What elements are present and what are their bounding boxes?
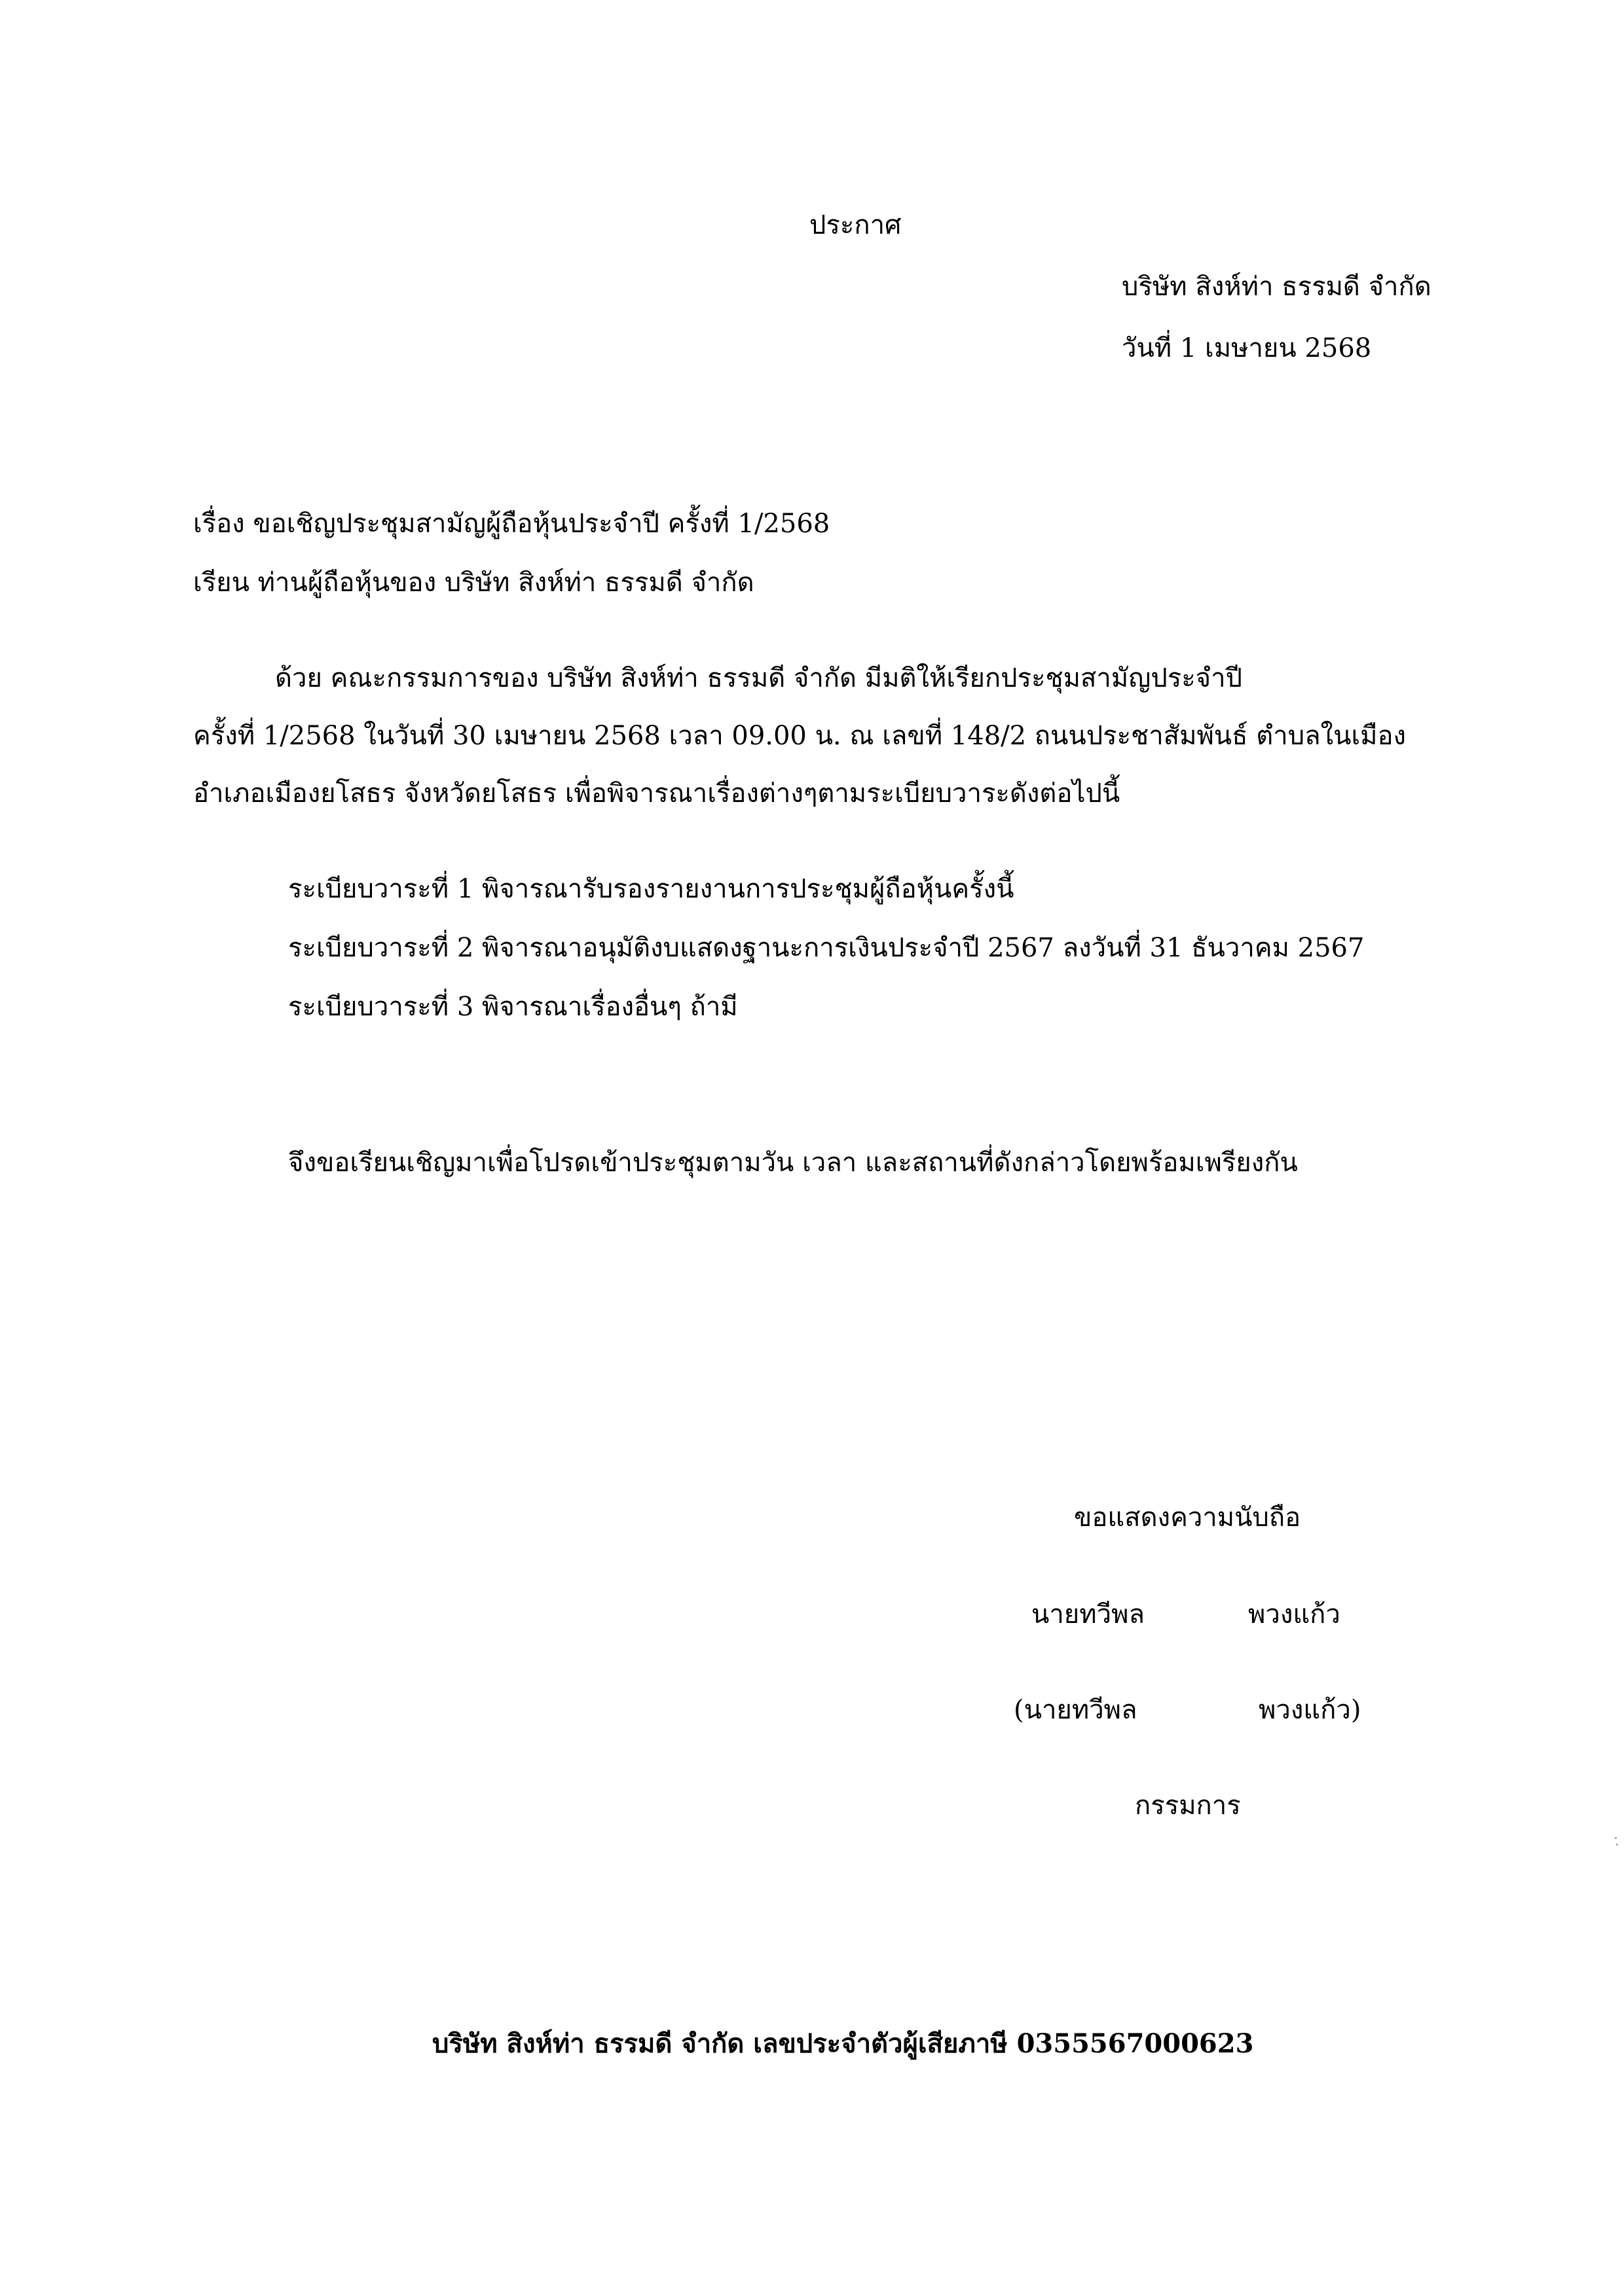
body-paragraph-line-2: ครั้งที่ 1/2568 ในวันที่ 30 เมษายน 2568 เวลา 09.00 น. ณ เลขที่ 148/2 ถนนประชาสัมพันธ์ ตำบลในเมือง xyxy=(193,721,1407,751)
scan-speck xyxy=(1615,1837,1617,1839)
agenda-item-1: ระเบียบวาระที่ 1 พิจารณารับรองรายงานการประชุมผู้ถือหุ้นครั้งนี้ xyxy=(288,874,1014,904)
signer-position: กรรมการ xyxy=(1135,1791,1241,1821)
printed-first-name: (นายทวีพล xyxy=(1014,1695,1137,1725)
signature-regards: ขอแสดงความนับถือ xyxy=(1074,1503,1301,1533)
scan-speck xyxy=(1616,1844,1618,1846)
closing-invitation: จึงขอเรียนเชิญมาเพื่อโปรดเข้าประชุมตามวัน เวลา และสถานที่ดังกล่าวโดยพร้อมเพรียงกัน xyxy=(288,1148,1298,1178)
body-paragraph-line-1: ด้วย คณะกรรมการของ บริษัท สิงห์ท่า ธรรมดี จำกัด มีมติให้เรียกประชุมสามัญประจำปี xyxy=(275,663,1242,693)
signature-last-name: พวงแก้ว xyxy=(1248,1599,1340,1630)
signature-first-name: นายทวีพล xyxy=(1031,1599,1145,1630)
agenda-item-3: ระเบียบวาระที่ 3 พิจารณาเรื่องอื่นๆ ถ้ามี xyxy=(288,992,738,1022)
subject-line: เรื่อง ขอเชิญประชุมสามัญผู้ถือหุ้นประจำปี ครั้งที่ 1/2568 xyxy=(193,509,830,539)
body-paragraph-line-3: อำเภอเมืองยโสธร จังหวัดยโสธร เพื่อพิจารณาเรื่องต่างๆตามระเบียบวาระดังต่อไปนี้ xyxy=(193,778,1120,809)
agenda-item-2: ระเบียบวาระที่ 2 พิจารณาอนุมัติงบแสดงฐานะการเงินประจำปี 2567 ลงวันที่ 31 ธันวาคม 2567 xyxy=(288,933,1365,963)
recipient-line: เรียน ท่านผู้ถือหุ้นของ บริษัท สิงห์ท่า ธรรมดี จำกัด xyxy=(193,568,754,598)
company-name-header: บริษัท สิงห์ท่า ธรรมดี จำกัด xyxy=(1122,272,1431,302)
printed-last-name: พวงแก้ว) xyxy=(1259,1695,1361,1725)
announcement-heading: ประกาศ xyxy=(809,210,902,240)
announcement-date: วันที่ 1 เมษายน 2568 xyxy=(1122,333,1372,363)
footer-company-tax-id: บริษัท สิงห์ท่า ธรรมดี จำกัด เลขประจำตัวผู้เสียภาษี 0355567000623 xyxy=(432,2028,1254,2059)
